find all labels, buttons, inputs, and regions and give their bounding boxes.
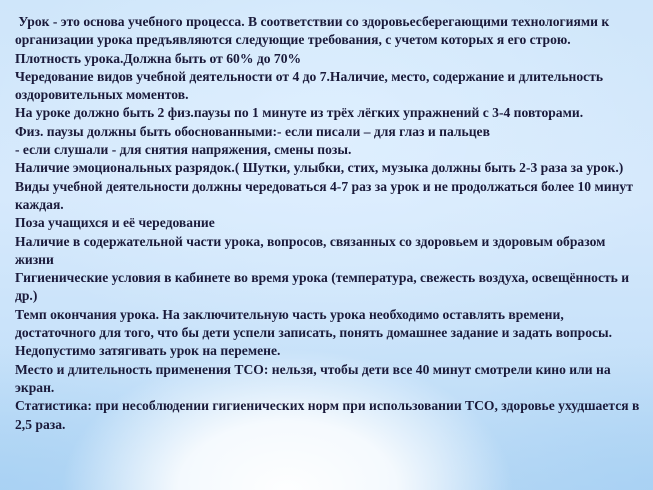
slide-paragraph: Физ. паузы должны быть обоснованными:- если писали – для глаз и пальцев	[15, 123, 490, 139]
slide-paragraph: - если слушали - для снятия напряжения, смены позы.	[15, 142, 352, 158]
slide-paragraph: Урок - это основа учебного процесса. В соответствии со здоровьесберегающими технологиями к организации урока предъявляются следующие требования, с учетом которых я его строю.	[15, 14, 613, 48]
slide-paragraph: Поза учащихся и её чередование	[15, 215, 215, 231]
slide-paragraph: Гигиенические условия в кабинете во время урока (температура, свежесть воздуха, освещённость и др.)	[15, 270, 633, 304]
slide-paragraph: Место и длительность применения ТСО: нельзя, чтобы дети все 40 минут смотрели кино или на экран.	[15, 361, 615, 395]
slide-paragraph: Наличие эмоциональных разрядок.( Шутки, улыбки, стих, музыка должны быть 2-3 раза за урок.)	[15, 160, 624, 176]
slide-paragraph: Плотность урока.Должна быть от 60% до 70%	[15, 50, 302, 66]
slide-paragraph: На уроке должно быть 2 физ.паузы по 1 минуте из трёх лёгких упражнений с 3-4 повторами.	[15, 105, 584, 121]
slide-paragraph: Темп окончания урока. На заключительную часть урока необходимо оставлять времени, достаточного для того, что бы дети успели записать, понять домашнее задание и задать вопросы. Недопустимо затягивать урок на перемене.	[15, 306, 616, 359]
slide-paragraph: Статистика: при несоблюдении гигиенических норм при использовании ТСО, здоровье ухудшается в 2,5 раза.	[15, 398, 643, 432]
slide-paragraph: Наличие в содержательной части урока, вопросов, связанных со здоровьем и здоровым образом жизни	[15, 233, 609, 267]
slide-paragraph: Виды учебной деятельности должны чередоваться 4-7 раз за урок и не продолжаться более 10 минут каждая.	[15, 178, 637, 212]
slide-paragraph: Чередование видов учебной деятельности от 4 до 7.Наличие, место, содержание и длительность оздоровительных моментов.	[15, 68, 607, 103]
